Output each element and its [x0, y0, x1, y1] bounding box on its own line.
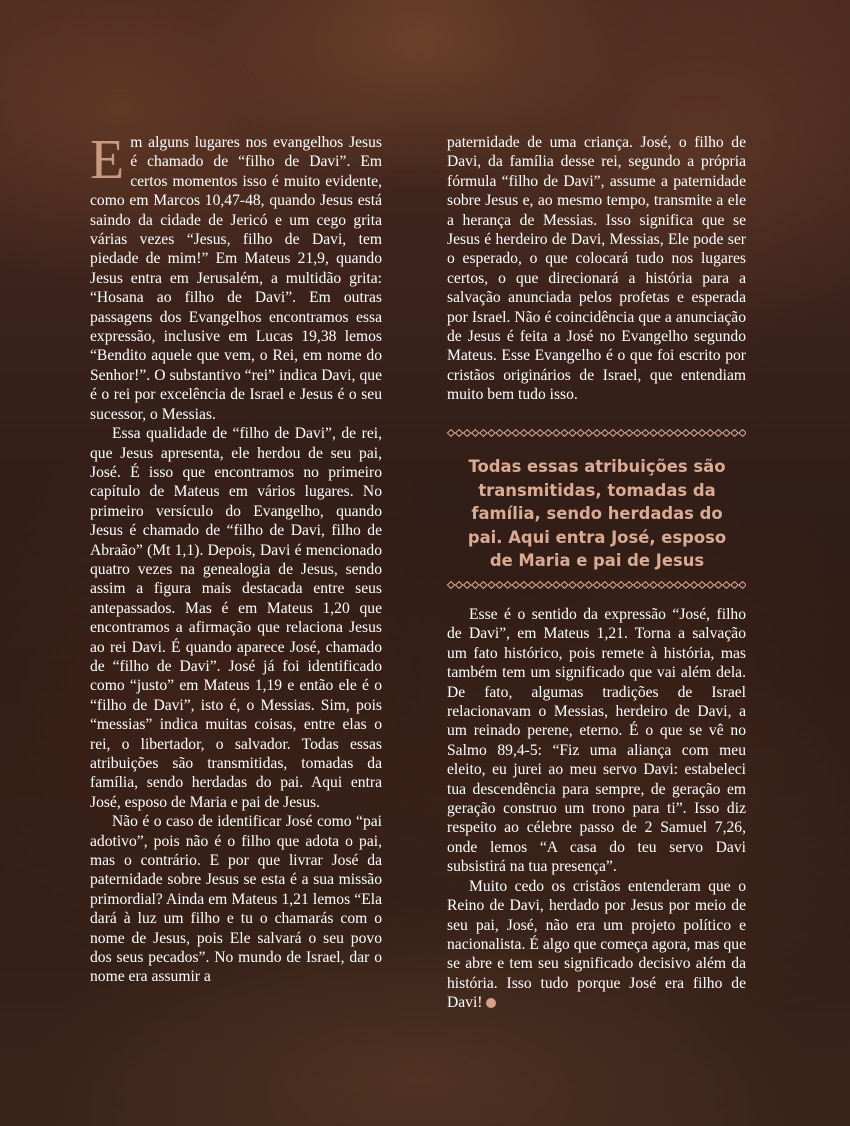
divider-diamond: [488, 430, 495, 437]
divider-diamond: [496, 430, 503, 437]
divider-diamond: [723, 430, 730, 437]
divider-diamond: [561, 582, 568, 589]
divider-diamond: [512, 582, 519, 589]
divider-diamond: [577, 430, 584, 437]
paragraph-1: [90, 129, 382, 424]
divider-diamond: [585, 582, 592, 589]
divider-diamond: [520, 430, 527, 437]
divider-diamond: [593, 430, 600, 437]
divider-diamond: [690, 430, 697, 437]
divider-diamond: [569, 582, 576, 589]
paragraph-2: Essa qualidade de “filho de Davi”, de rei, que Jesus apresenta, ele herdou de seu pai, José. É isso que encontramos no primeiro capítulo de Mateus em vários lugares. No primeiro versículo do Evangelho, quando Jesus é chamado de “filho de Davi, filho de Abraão” (Mt 1,1). Depois, Davi é mencionado quatro vezes na genealogia de Jesus, sendo assim a figura mais destacada entre seus antepassados. Mas é em Mateus 1,20 que encontramos a afirmação que relaciona Jesus ao rei Davi. É quando aparece José, chamado de “filho de Davi”. José já foi identificado como “justo” em Mateus 1,19 e então ele é o “filho de Davi”, isto é, o Messias. Sim, pois “messias” indica muitas coisas, entre elas o rei, o libertador, o salvador. Todas essas atribuições são transmitidas, tomadas da família, sendo herdadas do pai. Aqui entra José, esposo de Maria e pai de Jesus.: [90, 425, 382, 811]
paragraph-5-text: Muito cedo os cristãos entenderam que o Reino de Davi, herdado por Jesus por meio de seu pai, José, não era um projeto político e nacionalista. É algo que começa agora, mas que se abre e tem seu significado decisivo além da história. Isso tudo porque José era filho de Davi!: [447, 877, 746, 1012]
left-column: [90, 129, 382, 987]
divider-diamond: [553, 582, 560, 589]
divider-diamond: [504, 582, 511, 589]
divider-diamond: [577, 582, 584, 589]
divider-diamond: [480, 430, 487, 437]
divider-diamond: [512, 430, 519, 437]
divider-diamond: [464, 582, 471, 589]
right-column-top: [447, 133, 746, 405]
divider-diamond: [650, 430, 657, 437]
divider-diamond: [480, 582, 487, 589]
divider-diamond: [707, 582, 714, 589]
divider-diamond: [528, 430, 535, 437]
divider-diamond: [609, 582, 616, 589]
divider-diamond: [609, 430, 616, 437]
drop-cap: E: [90, 129, 125, 191]
divider-diamond: [545, 430, 552, 437]
right-column-bottom: [447, 605, 746, 1013]
paragraph-4: Esse é o sentido da expressão “José, filho de Davi”, em Mateus 1,21. Torna a salvação um fato histórico, pois remete à história, mas também tem um significado que vai além dela. De fato, algumas tradições de Israel relacionavam o Messias, herdeiro de Davi, a um reinado perene, eterno. É o que se vê no Salmo 89,4-5: “Fiz uma aliança com meu eleito, eu jurei ao meu servo Davi: estabeleci tua descendência para sempre, de geração em geração construo um trono para ti”. Isso diz respeito ao célebre passo de 2 Samuel 7,26, onde lemos “A casa do teu servo Davi subsistirá na tua presença”.: [447, 606, 746, 876]
divider-diamond: [545, 582, 552, 589]
divider-diamond: [504, 430, 511, 437]
divider-top-graphic: [447, 428, 746, 438]
divider-diamond: [569, 430, 576, 437]
divider-diamond: [561, 430, 568, 437]
divider-diamond: [699, 430, 706, 437]
divider-diamond: [472, 582, 479, 589]
divider-diamond: [682, 430, 689, 437]
paragraph-5: [447, 877, 746, 1013]
divider-diamond: [682, 582, 689, 589]
divider-diamond: [634, 430, 641, 437]
divider-diamond: [666, 582, 673, 589]
divider-diamond: [593, 582, 600, 589]
diamond-chain-icon: [447, 428, 746, 438]
divider-diamond: [674, 430, 681, 437]
divider-diamond: [585, 430, 592, 437]
end-of-article-dot-icon: [486, 998, 496, 1008]
divider-diamond: [537, 430, 544, 437]
divider-diamond: [634, 582, 641, 589]
divider-diamond: [739, 430, 746, 437]
divider-diamond: [674, 582, 681, 589]
divider-diamond: [618, 582, 625, 589]
divider-diamond: [553, 430, 560, 437]
paragraph-3-continued: paternidade de uma criança. José, o filho de Davi, da família desse rei, segundo a própria fórmula “filho de Davi”, assume a paternidade sobre Jesus e, ao mesmo tempo, transmite a ele a herança de Messias. Isso significa que se Jesus é herdeiro de Davi, Messias, Ele pode ser o esperado, o que colocará tudo nos lugares certos, o que direcionará a história para a salvação anunciada pelos profetas e esperada por Israel. Não é coincidência que a anunciação de Jesus é feita a José no Evangelho segundo Mateus. Esse Evangelho é o que foi escrito por cristãos originários de Israel, que entendiam muito bem tudo isso.: [447, 134, 746, 404]
pull-quote: Todas essas atribuições são transmitidas, tomadas da família, sendo herdadas do pai. Aqui entra José, esposo de Maria e pai de Jesus: [467, 457, 727, 570]
divider-diamond: [626, 582, 633, 589]
divider-diamond: [690, 582, 697, 589]
divider-diamond: [642, 430, 649, 437]
divider-diamond: [520, 582, 527, 589]
divider-diamond: [715, 430, 722, 437]
divider-diamond: [601, 582, 608, 589]
divider-diamond: [739, 582, 746, 589]
divider-diamond: [723, 582, 730, 589]
divider-diamond: [715, 582, 722, 589]
divider-diamond: [456, 430, 463, 437]
divider-diamond: [456, 582, 463, 589]
divider-diamond: [496, 582, 503, 589]
divider-diamond: [537, 582, 544, 589]
divider-diamond: [626, 430, 633, 437]
divider-diamond: [447, 582, 454, 589]
divider-diamond: [650, 582, 657, 589]
divider-diamond: [472, 430, 479, 437]
divider-diamond: [528, 582, 535, 589]
divider-diamond: [707, 430, 714, 437]
divider-diamond: [618, 430, 625, 437]
divider-diamond: [731, 582, 738, 589]
divider-diamond: [642, 582, 649, 589]
divider-diamond: [658, 430, 665, 437]
divider-bottom-graphic: [447, 580, 746, 590]
divider-diamond: [699, 582, 706, 589]
divider-diamond: [666, 430, 673, 437]
paragraph-3: Não é o caso de identificar José como “pai adotivo”, pois não é o filho que adota o pai, mas o contrário. E por que livrar José da paternidade sobre Jesus se esta é a sua missão primordial? Ainda em Mateus 1,21 lemos “Ela dará à luz um filho e tu o chamarás com o nome de Jesus, pois Ele salvará o seu povo dos seus pecados”. No mundo de Israel, dar o nome era assumir a: [90, 813, 382, 986]
divider-diamond: [601, 430, 608, 437]
paragraph-1-text: m alguns lugares nos evangelhos Jesus é chamado de “filho de Davi”. Em certos momentos isso é muito evidente, como em Marcos 10,47-48, quando Jesus está saindo da cidade de Jericó e um cego grita várias vezes “Jesus, filho de Davi, tem piedade de mim!” Em Mateus 21,9, quando Jesus entra em Jerusalém, a multidão grita: “Hosana ao filho de Davi”. Em outras passagens dos Evangelhos encontramos essa expressão, inclusive em Lucas 19,38 lemos “Bendito aquele que vem, o Rei, em nome do Senhor!”. O substantivo “rei” indica Davi, que é o rei por excelência de Israel e Jesus é o seu sucessor, o Messias.: [90, 134, 382, 423]
diamond-chain-icon: [447, 580, 746, 590]
divider-diamond: [464, 430, 471, 437]
divider-diamond: [447, 430, 454, 437]
divider-diamond: [488, 582, 495, 589]
divider-diamond: [731, 430, 738, 437]
divider-diamond: [658, 582, 665, 589]
